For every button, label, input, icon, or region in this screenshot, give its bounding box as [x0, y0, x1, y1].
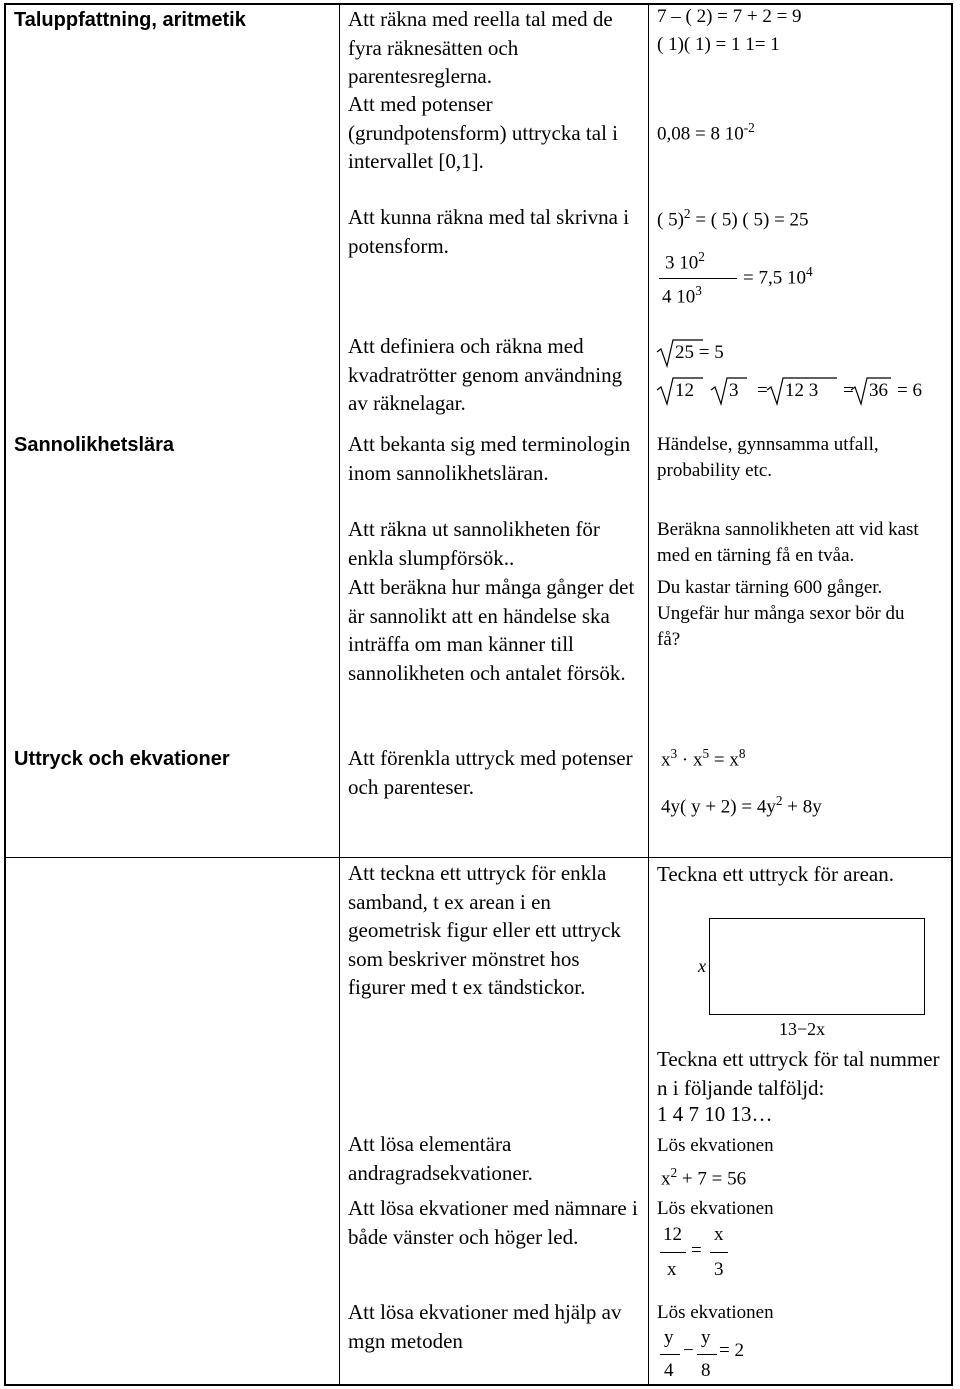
goal-real-numbers: Att räkna med reella tal med de fyra räknesätten och parentesreglerna. [348, 7, 613, 88]
goal-terminology: Att bekanta sig med terminologin inom sannolikhetsläran. [348, 432, 631, 485]
root-combined: 12 3 [785, 380, 819, 401]
example-power-fraction-result: = 7,5 $10^4$ [743, 264, 813, 289]
goal-simplify: Att förenkla uttryck med potenser och parenteser. [348, 746, 633, 799]
fraction-bar [659, 278, 737, 279]
goal-write-expression: Att teckna ett uttryck för enkla samband, t ex arean i en geometrisk figur eller ett uttryck som beskriver mönstret hos figurer med t ex tändstickor. [348, 861, 621, 999]
example-expand-parentheses: 4y( $y + 2) = 4y^2 + 8y$ [661, 793, 822, 818]
goal-lcm-method: Att lösa ekvationer med hjälp av mgn metoden [348, 1300, 622, 1353]
eq3-numerator-right: y [701, 1327, 711, 1348]
eq3-rhs: = 2 [719, 1340, 744, 1361]
rectangle-base-label: 13−2x [779, 1019, 826, 1039]
eq2-denominator-left: x [667, 1259, 677, 1280]
solve-label-1: Lös ekvationen [657, 1135, 774, 1156]
example-dice-probability: Beräkna sannolikheten att vid kast med en tärning få en tvåa. [657, 519, 919, 566]
category-expressions: Uttryck och ekvationer [14, 748, 230, 770]
goal-quadratic: Att lösa elementära andragradsekvationer. [348, 1132, 533, 1185]
example-multiplication: ( 1)( 1) = 1 1= 1 [657, 34, 780, 55]
solve-label-2: Lös ekvationen [657, 1198, 774, 1219]
eq3-fraction-bar-left [660, 1354, 680, 1355]
goal-square-roots: Att definiera och räkna med kvadratrötter genom användning av räknelagar. [348, 334, 623, 415]
goal-denominators: Att lösa ekvationer med nämnare i både vänster och höger led. [348, 1196, 638, 1249]
root-equals-2: = [843, 380, 854, 401]
column-divider-1 [339, 3, 340, 1386]
example-area-title: Teckna ett uttryck för arean. [657, 862, 894, 886]
root-result: = 6 [897, 380, 922, 401]
eq2-numerator-left: 12 [663, 1224, 682, 1245]
root-operand: 3 [729, 380, 739, 401]
example-power-fraction-numerator: 3 $10^2$ [665, 249, 705, 274]
example-power-product: $x^3 \cdot x^5 = x^8$ [661, 746, 746, 771]
goal-expected-outcomes: Att beräkna hur många gånger det är sannolikt att en händelse ska inträffa om man känner till sannolikheten och antalet försök. [348, 575, 635, 685]
example-root-25: 25 = 5 [675, 342, 724, 363]
category-arithmetic: Taluppfattning, aritmetik [14, 9, 246, 31]
eq2-denominator-right: 3 [714, 1259, 724, 1280]
eq3-numerator-left: y [664, 1327, 674, 1348]
root-equals: = [757, 380, 768, 401]
example-subtraction: 7 – ( 2) = 7 + 2 = 9 [657, 6, 802, 27]
example-dice-600: Du kastar tärning 600 gånger. Ungefär hur många sexor bör du få? [657, 577, 905, 650]
example-root-product: 12 [675, 380, 694, 401]
example-power-fraction-denominator: 4 $10^3$ [662, 283, 702, 308]
eq3-denominator-right: 8 [701, 1360, 711, 1381]
eq2-fraction-bar-right [710, 1252, 728, 1253]
example-sequence-values: 1 4 7 10 13… [657, 1102, 773, 1126]
solve-label-3: Lös ekvationen [657, 1302, 774, 1323]
eq3-minus: − [683, 1340, 694, 1361]
example-power-negative: ( 5)$^2$ = ( 5) ( 5) = 25 [657, 206, 809, 231]
example-scientific-notation: 0,08 = 8 $10^{-2}$ [657, 120, 755, 145]
rectangle-side-label: x [698, 956, 706, 976]
goal-powers-interval: Att med potenser (grundpotensform) uttrycka tal i intervallet [0,1]. [348, 92, 619, 173]
eq3-denominator-left: 4 [664, 1360, 674, 1381]
example-probability-terms: Händelse, gynnsamma utfall, probability etc. [657, 434, 879, 481]
eq3-fraction-bar-right [697, 1354, 717, 1355]
example-quadratic-equation: $x^2 + 7 = 56$ [661, 1165, 747, 1190]
row-divider [4, 857, 953, 858]
eq2-fraction-bar-left [660, 1252, 686, 1253]
example-sequence-text: Teckna ett uttryck för tal nummer n i följande talföljd: [657, 1047, 940, 1100]
eq2-equals: = [691, 1240, 702, 1261]
eq2-numerator-right: x [714, 1224, 724, 1245]
rectangle-figure [709, 918, 925, 1015]
goal-power-form: Att kunna räkna med tal skrivna i potensform. [348, 205, 630, 258]
root-36: 36 [869, 380, 888, 401]
goal-probability: Att räkna ut sannolikheten för enkla slumpförsök.. [348, 517, 600, 570]
category-probability: Sannolikhetslära [14, 434, 175, 456]
column-divider-2 [648, 3, 649, 1386]
